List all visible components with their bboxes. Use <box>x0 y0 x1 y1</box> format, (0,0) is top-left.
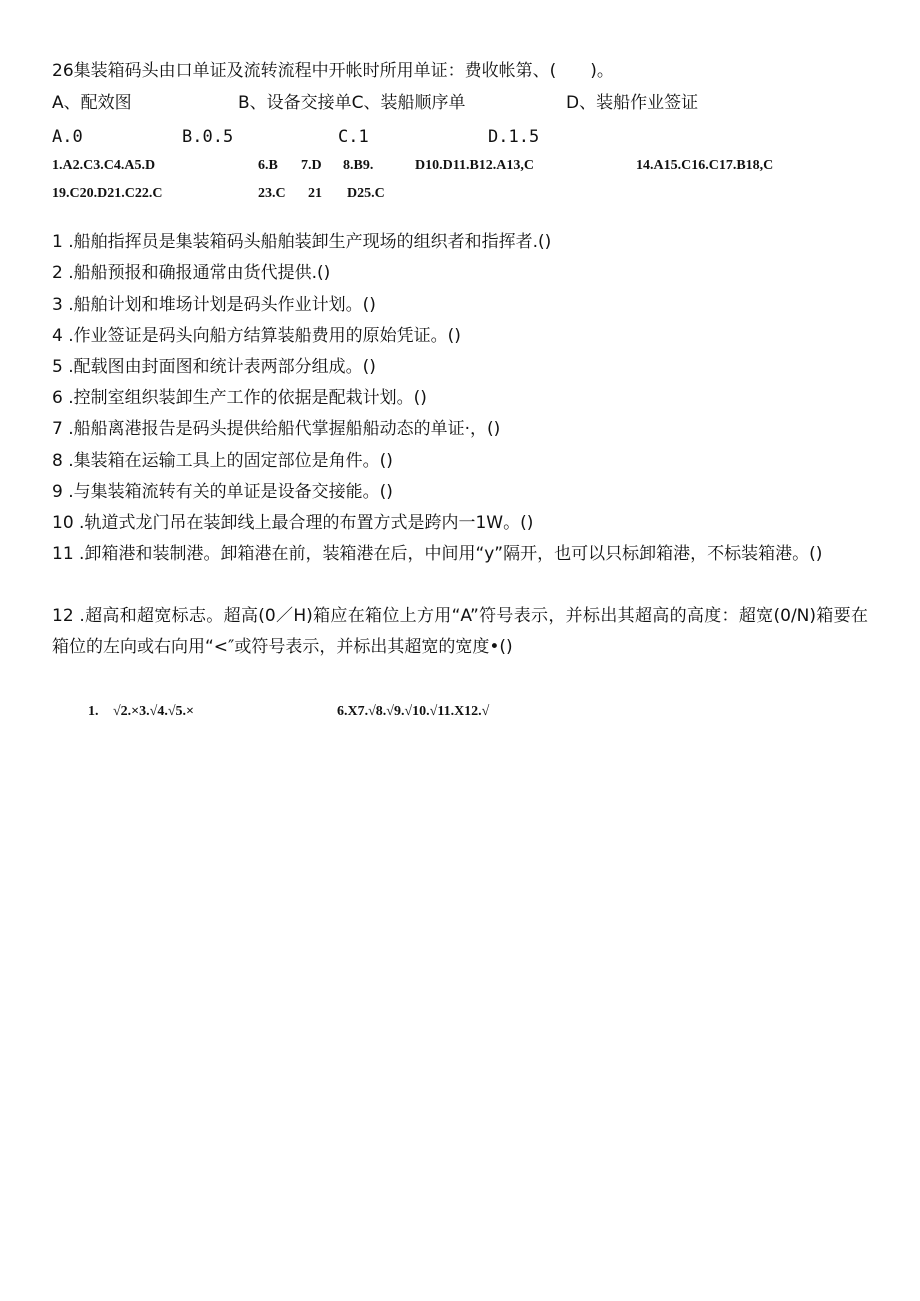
option-d: D、装船作业签证 <box>566 93 699 113</box>
answer-segment: D25.C <box>347 186 385 201</box>
answer-segment: 6.X7.√8.√9.√10.√11.X12.√ <box>337 704 490 719</box>
answer-segment: 21 <box>308 186 322 201</box>
statement-item: 6 .控制室组织装卸生产工作的依据是配栽计划。() <box>52 388 427 408</box>
answer-segment: 6.B <box>258 158 278 173</box>
statement-item: 4 .作业签证是码头向船方结算装船费用的原始凭证。() <box>52 326 461 346</box>
answer-segment: 23.C <box>258 186 286 201</box>
score-b: B.0.5 <box>182 127 234 147</box>
statement-item: 7 .船船离港报告是码头提供给船代掌握船船动态的单证·，() <box>52 419 501 439</box>
answer-segment: D10.D11.B12.A13,C <box>415 158 535 173</box>
question-26-stem: 26集装箱码头由口单证及流转流程中开帐时所用单证：费收帐第、( )。 <box>52 61 614 81</box>
answer-segment: 1.A2.C3.C4.A5.D <box>52 158 156 173</box>
statement-item: 5 .配载图由封面图和统计表两部分组成。() <box>52 357 376 377</box>
answer-segment: 1. <box>88 704 99 719</box>
statement-item: 11 .卸箱港和装制港。卸箱港在前，装箱港在后，中间用“y”隔开，也可以只标卸箱港，不标装箱港。() <box>52 544 823 564</box>
statement-item: 8 .集装箱在运输工具上的固定部位是角件。() <box>52 451 393 471</box>
statement-item: 10 .轨道式龙门吊在装卸线上最合理的布置方式是跨内一1W。() <box>52 513 534 533</box>
statement-item: 2 .船船预报和确报通常由货代提供.() <box>52 263 331 283</box>
answer-segment: 19.C20.D21.C22.C <box>52 186 163 201</box>
answer-segment: 7.D <box>301 158 322 173</box>
score-c: C.1 <box>338 127 369 147</box>
answer-segment: √2.×3.√4.√5.× <box>113 704 195 719</box>
answer-segment: 8.B9. <box>343 158 374 173</box>
option-b-c: B、设备交接单C、装船顺序单 <box>238 93 466 113</box>
score-d: D.1.5 <box>488 127 540 147</box>
statement-item: 12 .超高和超宽标志。超高(0／H)箱应在箱位上方用“A”符号表示，并标出其超高的高度：超宽(0/N)箱要在箱位的左向或右向用“<″或符号表示，并标出其超宽的宽度•() <box>52 606 868 657</box>
statement-item: 3 .船舶计划和堆场计划是码头作业计划。() <box>52 295 376 315</box>
score-a: A.0 <box>52 127 83 147</box>
statement-item: 9 .与集装箱流转有关的单证是设备交接能。() <box>52 482 393 502</box>
answer-segment: 14.A15.C16.C17.B18,C <box>636 158 774 173</box>
statement-item: 1 .船舶指挥员是集装箱码头船舶装卸生产现场的组织者和指挥者.() <box>52 232 552 252</box>
option-a: A、配效图 <box>52 93 132 113</box>
